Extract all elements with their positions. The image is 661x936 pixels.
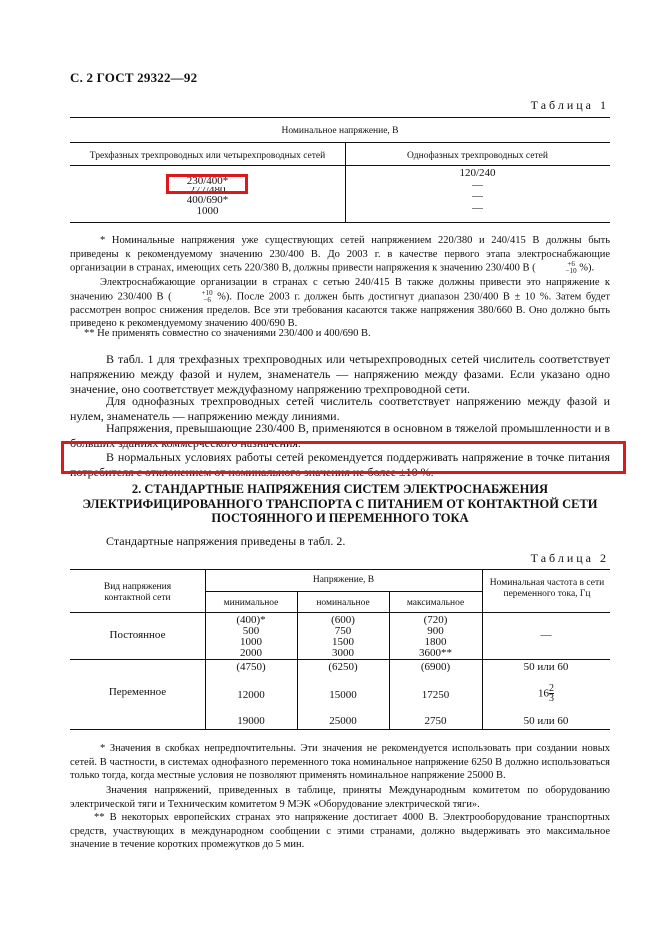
footnote1-2-text-a: Электроснабжающие организации в странах с сетью 240/415 В также должны привести это напряжение к значению 230/400 В ( <box>70 277 610 302</box>
table2-caption: Таблица 2 <box>530 551 609 565</box>
page-header: С. 2 ГОСТ 29322—92 <box>70 70 198 85</box>
table2-top-rule <box>70 569 610 570</box>
table2-cell: 19000 <box>237 715 265 727</box>
table2-cell: 50 или 60 <box>523 715 569 727</box>
footnote2-3: ** В некоторых европейских странах это напряжение достигает 4000 В. Электрооборудование транспортных средств, участвующих в международном сообщении с этими странами, должно выдерживать это максимальное значение в течение коротких промежутков до 5 мин. <box>70 812 610 850</box>
table2-cell: 750 <box>334 625 352 637</box>
freq-whole: 16 <box>538 687 549 700</box>
table2-cell: 3000 <box>332 647 354 659</box>
footnote1-2-text-b: %). После 2003 г. должен быть достигнут диапазон 230/400 В ± 10 %. Затем будет рассмотрен вопрос снижения пределов. Все эти требования касаются также напряжения 380/660 В. Оно должно быть приведено к рекомендуемому значению 400/690 В. <box>70 290 611 329</box>
body-paragraph-1: В табл. 1 для трехфазных трехпроводных или четырехпроводных сетей числитель соответствует напряжению между фазой и нулем, знаменатель — напряжению между фазами. Если указано одно значение, оно соответствует междуфазному напряжению трехпроводной сети. <box>70 352 610 396</box>
table1-caption: Таблица 1 <box>530 98 609 112</box>
table1-value: 277/480 <box>189 187 226 195</box>
footnote1-1 <box>70 234 610 275</box>
table2-cell: 500 <box>242 625 260 637</box>
table2-sub-max: максимальное <box>406 598 465 608</box>
table2-row-dc-label: Постоянное <box>109 629 166 641</box>
tolerance-up: +6 <box>567 260 575 268</box>
table2-freq-header: Номинальная частота в сети переменного тока, Гц <box>489 578 605 599</box>
table2-dc-max <box>389 615 482 659</box>
body-paragraph-2: Для однофазных трехпроводных сетей числитель соответствует напряжению между фазой и нулем, знаменатель — напряжению между линиями. <box>70 394 610 423</box>
table2-dc-min <box>205 615 297 659</box>
table2-cell: (600) <box>331 614 355 626</box>
section2-title <box>70 482 610 526</box>
table2-row-ac-label: Переменное <box>108 686 167 698</box>
table1-col1-header: Трехфазных трехпроводных или четырехпроводных сетей <box>89 151 326 161</box>
table2-cell: 1800 <box>424 636 447 648</box>
table2-ac-freq-mixed <box>482 684 610 703</box>
table2-row-rule <box>70 659 610 660</box>
footnote2-2: Значения напряжений, приведенных в таблице, приняты Международным комитетом по оборудованию электрической тяги и Техническим комитетом 9 МЭК «Оборудование электрической тяги». <box>70 785 610 810</box>
table2-group-rule <box>205 591 482 592</box>
freq-fraction <box>549 684 554 703</box>
table1-value: — <box>472 190 483 202</box>
table2-header-rule <box>70 612 610 613</box>
table2-dc-nom <box>297 615 389 659</box>
table2-cell: 17250 <box>421 689 450 701</box>
tolerance-down: −6 <box>203 295 211 304</box>
table1-top-rule <box>70 117 610 118</box>
table1-group-rule <box>70 142 610 143</box>
table1-value: — <box>472 178 483 191</box>
footnote1-2 <box>70 276 610 331</box>
body-paragraph-4: В нормальных условиях работы сетей рекомендуется поддерживать напряжение в точке питания потребителя с отклонением от номинального значения не более ±10 %. <box>70 450 610 479</box>
table2-group-header: Напряжение, В <box>312 575 375 585</box>
table2-cell: 1000 <box>240 636 262 648</box>
table2-cell: 1500 <box>332 636 354 648</box>
section2-intro: Стандартные напряжения приведены в табл. 2. <box>106 534 346 548</box>
table2-col1-header: Вид напряжения контактной сети <box>103 582 172 603</box>
section2-title-line: ЭЛЕКТРИФИЦИРОВАННОГО ТРАНСПОРТА С ПИТАНИЕМ ОТ КОНТАКТНОЙ СЕТИ <box>82 496 598 511</box>
table2-cell: 15000 <box>329 689 357 701</box>
tolerance-up: +10 <box>201 288 213 297</box>
table1-col2-header: Однофазных трехпроводных сетей <box>407 151 548 161</box>
freq-numerator: 2 <box>549 683 554 694</box>
footnote1-1-text: * Номинальные напряжения уже существующих сетей напряжением 220/380 и 240/415 В должны быть приведены к рекомендуемому значению 230/400 В. До 2003 г. в качестве первого этапа электроснабжающие организации в странах, имеющих сеть 220/380 В, должны привести напряжения к значению 230/400 В ( <box>70 235 610 274</box>
tolerance-fraction <box>172 290 213 304</box>
table2-sub-min: минимальное <box>223 598 279 608</box>
table1-header-rule <box>70 165 610 166</box>
table2-cell: (720) <box>423 614 448 626</box>
table2-sub-nom: номинальное <box>316 598 370 608</box>
footnote1-3: ** Не применять совместно со значениями 230/400 и 400/690 В. <box>84 328 371 339</box>
table1-value: 230/400* <box>186 175 229 187</box>
footnote1-1-end: %). <box>579 262 595 274</box>
tolerance-fraction <box>536 261 577 275</box>
table2-cell: (4750) <box>236 661 266 673</box>
tolerance-down: −10 <box>565 267 577 275</box>
table1-value: 120/240 <box>459 167 496 179</box>
table2-bottom-rule <box>70 729 610 730</box>
body-paragraph-3: Напряжения, превышающие 230/400 В, применяются в основном в тяжелой промышленности и в больших зданиях коммерческого назначения. <box>70 421 610 450</box>
section2-title-line: ПОСТОЯННОГО И ПЕРЕМЕННОГО ТОКА <box>211 511 469 525</box>
table1-value: 400/690* <box>186 194 229 206</box>
table1-col2-values <box>345 168 610 214</box>
table2-cell: (6250) <box>328 661 358 673</box>
table2-cell: 2000 <box>240 647 262 659</box>
table2-cell: (400)* <box>236 614 266 626</box>
table2-cell: (6900) <box>420 661 451 673</box>
table2-cell: 900 <box>427 625 444 637</box>
highlight-box-value <box>166 174 248 194</box>
table2-cell: 2750 <box>424 715 447 727</box>
table2-divider-4 <box>482 569 483 729</box>
table2-dc-freq: — <box>540 629 552 641</box>
table1-group-header: Номинальное напряжение, В <box>281 126 399 136</box>
highlight-box-paragraph <box>61 441 626 474</box>
table1-value: — <box>472 201 483 214</box>
table2-cell: 12000 <box>237 689 265 701</box>
table2-cell: 50 или 60 <box>523 661 569 673</box>
footnote2-1: * Значения в скобках непредпочтительны. Эти значения не рекомендуется использовать при создании новых сетей. В частности, в системах однофазного переменного тока номинальное напряжение 6250 В должно использоваться только тогда, когда местные условия не позволяют применять номинальное напряжение 25000 В. <box>70 743 610 781</box>
table2-cell: 25000 <box>329 715 357 727</box>
section2-title-line: 2. СТАНДАРТНЫЕ НАПРЯЖЕНИЯ СИСТЕМ ЭЛЕКТРОСНАБЖЕНИЯ <box>131 482 549 496</box>
table2-cell: 3600** <box>419 647 452 659</box>
table1-bottom-rule <box>70 222 610 223</box>
table1-value: 1000 <box>196 205 219 217</box>
freq-denominator: 3 <box>549 693 554 704</box>
